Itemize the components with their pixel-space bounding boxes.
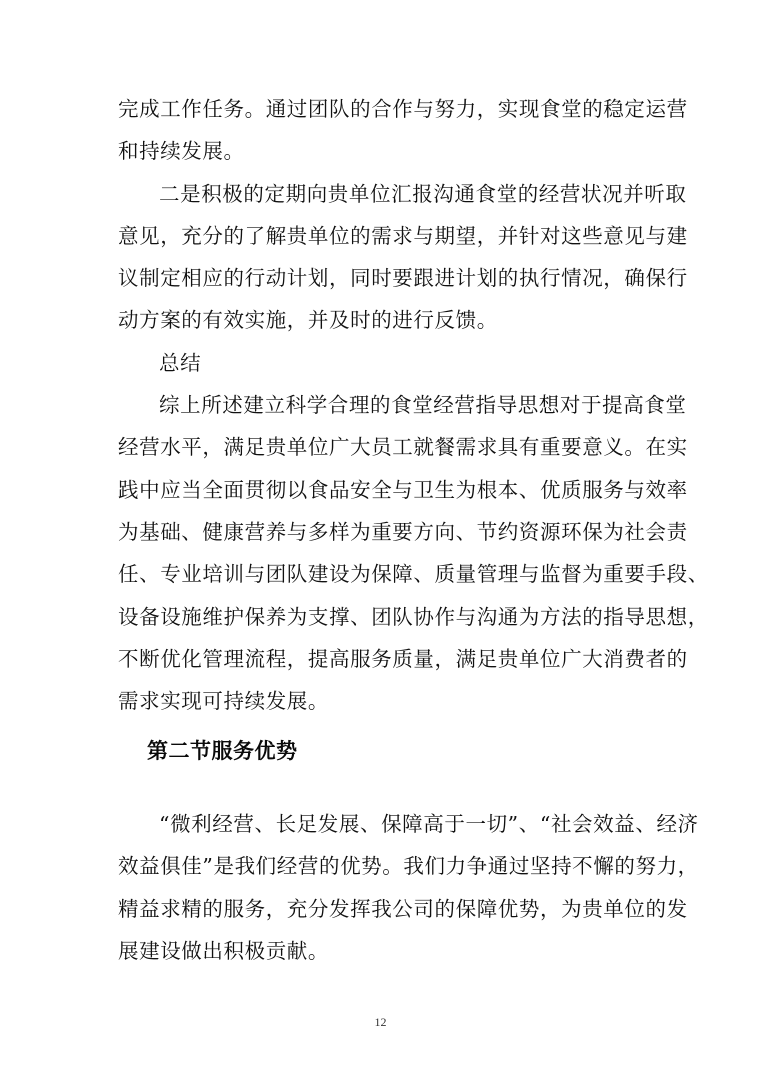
text-line: 践中应当全面贯彻以食品安全与卫生为根本、优质服务与效率: [118, 477, 688, 502]
paragraph-continuation: [118, 88, 688, 173]
text-line: 需求实现可持续发展。: [118, 689, 329, 714]
text-line: 总结: [159, 350, 202, 375]
page-number: 12: [374, 1015, 387, 1029]
text-line: 精益求精的服务，充分发挥我公司的保障优势，为贵单位的发: [118, 896, 688, 921]
paragraph-summary: [118, 384, 709, 722]
text-line: 意见，充分的了解贵单位的需求与期望，并针对这些意见与建: [118, 223, 688, 248]
text-line: 经营水平，满足贵单位广大员工就餐需求具有重要意义。在实: [118, 435, 688, 460]
section-heading: 第二节服务优势: [147, 739, 298, 763]
text-line: “微利经营、长足发展、保障高于一切”、“社会效益、经济: [159, 812, 699, 836]
text-line: 效益俱佳”是我们经营的优势。我们力争通过坚持不懈的努力，: [118, 854, 699, 879]
text-line: 二是积极的定期向贵单位汇报沟通食堂的经营状况并听取: [159, 181, 687, 206]
paragraph-point-two: [118, 173, 688, 342]
text-line: 和持续发展。: [118, 139, 245, 164]
summary-label: [118, 342, 648, 384]
text-line: 动方案的有效实施，并及时的进行反馈。: [118, 308, 498, 333]
text-line: 设备设施维护保养为支撑、团队协作与沟通为方法的指导思想，: [118, 604, 709, 629]
text-line: 展建设做出积极贡献。: [118, 938, 329, 963]
text-line: 为基础、健康营养与多样为重要方向、节约资源环保为社会责: [118, 519, 688, 544]
paragraph-service-advantage: [118, 803, 699, 972]
text-line: 完成工作任务。通过团队的合作与努力，实现食堂的稳定运营: [118, 97, 688, 121]
text-line: 议制定相应的行动计划，同时要跟进计划的执行情况，确保行: [118, 266, 688, 291]
text-line: 任、专业培训与团队建设为保障、质量管理与监督为重要手段、: [118, 562, 709, 587]
text-line: 综上所述建立科学合理的食堂经营指导思想对于提高食堂: [159, 393, 687, 418]
text-line: 不断优化管理流程，提高服务质量，满足贵单位广大消费者的: [118, 646, 688, 671]
